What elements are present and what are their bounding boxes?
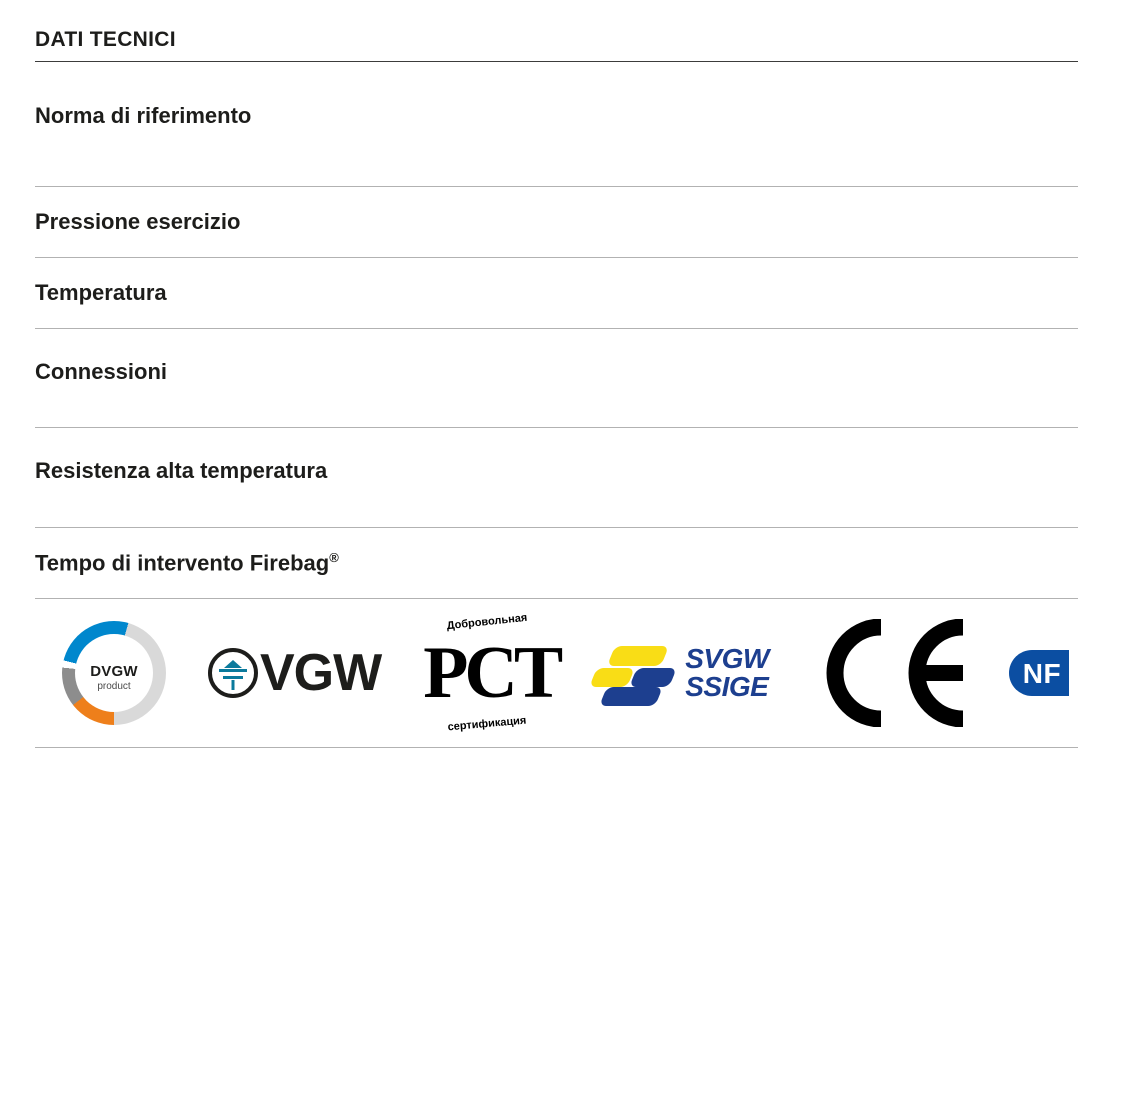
nf-logo (1009, 644, 1069, 702)
ovgw-logo-text: VGW (260, 644, 382, 702)
spec-label: Norma di riferimento (35, 103, 252, 128)
ovgw-logo (208, 643, 381, 703)
spec-label: Temperatura (35, 280, 167, 305)
pct-logo-text: PCT (423, 632, 560, 714)
table-row (35, 428, 1113, 527)
registered-trademark-symbol: ® (329, 550, 339, 565)
svgw-ssige-logo (593, 638, 769, 708)
svgw-logo-line1: SVGW (685, 643, 769, 674)
nf-logo-text: NF (1022, 658, 1062, 689)
dvgw-logo-text: DVGW (90, 663, 138, 680)
ce-c-icon (811, 619, 885, 727)
ovgw-water-icon (208, 648, 258, 698)
dvgw-logo-subtext: product (97, 681, 131, 692)
table-row (35, 62, 1113, 186)
page-title: DATI TECNICI (35, 28, 176, 51)
certification-logos (35, 599, 1148, 747)
logos-divider (35, 747, 1078, 748)
spec-label-text: Tempo di intervento Firebag (35, 550, 330, 576)
svgw-mark-icon (593, 638, 679, 708)
dvgw-logo (62, 621, 166, 725)
pct-arc-top-text: Добровольная (446, 611, 529, 633)
ce-marking-logo (811, 619, 967, 727)
table-row (35, 329, 1113, 427)
table-row (35, 528, 1113, 598)
spec-label: Connessioni (35, 359, 168, 384)
svgw-logo-line2: SSIGE (685, 671, 769, 702)
table-row (35, 187, 1113, 257)
spec-label: Pressione esercizio (35, 209, 241, 234)
pct-arc-bottom-text: сертификация (447, 714, 528, 734)
spec-label (35, 550, 339, 577)
table-row (35, 258, 1113, 328)
ce-e-icon (893, 619, 967, 727)
spec-label: Resistenza alta temperatura (35, 458, 328, 483)
pct-gost-logo (423, 611, 560, 734)
